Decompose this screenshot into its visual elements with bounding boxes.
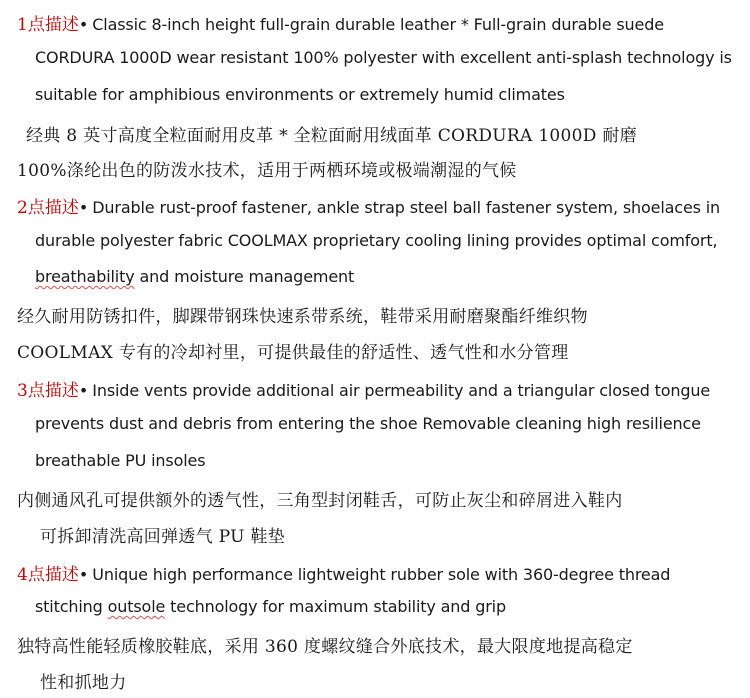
- item-4-zh-line-2: 性和抓地力: [40, 673, 127, 693]
- item-1-zh-line-1: 经典 8 英寸高度全粒面耐用皮革 * 全粒面耐用绒面革 CORDURA 1000D 耐磨: [26, 126, 638, 146]
- item-2-en-line-1: Durable rust-proof fastener, ankle strap steel ball fastener system, shoelaces in: [92, 198, 721, 217]
- item-4-en-line-1: Unique high performance lightweight rubber sole with 360-degree thread: [92, 565, 671, 584]
- item-number: 2: [17, 198, 28, 218]
- bullet-icon: •: [78, 381, 89, 400]
- item-3-zh-line-1: 内侧通风孔可提供额外的透气性，三角型封闭鞋舌，可防止灰尘和碎屑进入鞋内: [17, 491, 623, 511]
- item-1-heading-line: [17, 10, 664, 35]
- item-tag: 点描述: [27, 565, 79, 585]
- bullet-icon: •: [78, 15, 89, 34]
- bullet-icon: •: [78, 198, 89, 217]
- item-2-zh-line-2: COOLMAX 专有的冷却衬里，可提供最佳的舒适性、透气性和水分管理: [17, 343, 569, 363]
- item-number: 3: [17, 381, 28, 401]
- item-1-en-line-3: suitable for amphibious environments or extremely humid climates: [35, 85, 565, 104]
- item-2-heading-line: [17, 193, 720, 218]
- item-3-en-line-3: breathable PU insoles: [35, 451, 206, 470]
- item-tag: 点描述: [27, 15, 79, 35]
- item-4-en-line-2-rest: technology for maximum stability and grip: [165, 597, 506, 616]
- item-3-en-line-2: prevents dust and debris from entering the shoe Removable cleaning high resilience: [35, 414, 701, 433]
- item-2-en-line-3: [35, 267, 354, 286]
- item-tag: 点描述: [27, 198, 79, 218]
- item-1-en-line-2: CORDURA 1000D wear resistant 100% polyester with excellent anti-splash technology is: [35, 48, 732, 67]
- item-number: 1: [17, 15, 28, 35]
- item-4-zh-line-1: 独特高性能轻质橡胶鞋底，采用 360 度螺纹缝合外底技术，最大限度地提高稳定: [17, 637, 633, 657]
- item-1-en-line-1: Classic 8-inch height full-grain durable leather * Full-grain durable suede: [92, 15, 664, 34]
- spellcheck-word: breathability: [35, 267, 135, 286]
- item-tag: 点描述: [27, 381, 79, 401]
- item-2-zh-line-1: 经久耐用防锈扣件，脚踝带钢珠快速系带系统，鞋带采用耐磨聚酯纤维织物: [17, 307, 588, 327]
- item-2-en-line-2: durable polyester fabric COOLMAX proprietary cooling lining provides optimal comfort,: [35, 231, 718, 250]
- item-3-heading-line: [17, 376, 710, 401]
- item-4-heading-line: [17, 560, 670, 585]
- item-2-en-line-3-rest: and moisture management: [134, 267, 355, 286]
- item-1-zh-line-2: 100%涤纶出色的防泼水技术，适用于两栖环境或极端潮湿的气候: [17, 161, 517, 181]
- item-3-en-line-1: Inside vents provide additional air permeability and a triangular closed tongue: [92, 381, 711, 400]
- item-4-en-line-2-start: stitching: [35, 597, 108, 616]
- item-number: 4: [17, 565, 28, 585]
- bullet-icon: •: [78, 565, 89, 584]
- item-3-zh-line-2: 可拆卸清洗高回弹透气 PU 鞋垫: [40, 527, 286, 547]
- spellcheck-word: outsole: [107, 597, 166, 616]
- item-4-en-line-2: [35, 597, 506, 616]
